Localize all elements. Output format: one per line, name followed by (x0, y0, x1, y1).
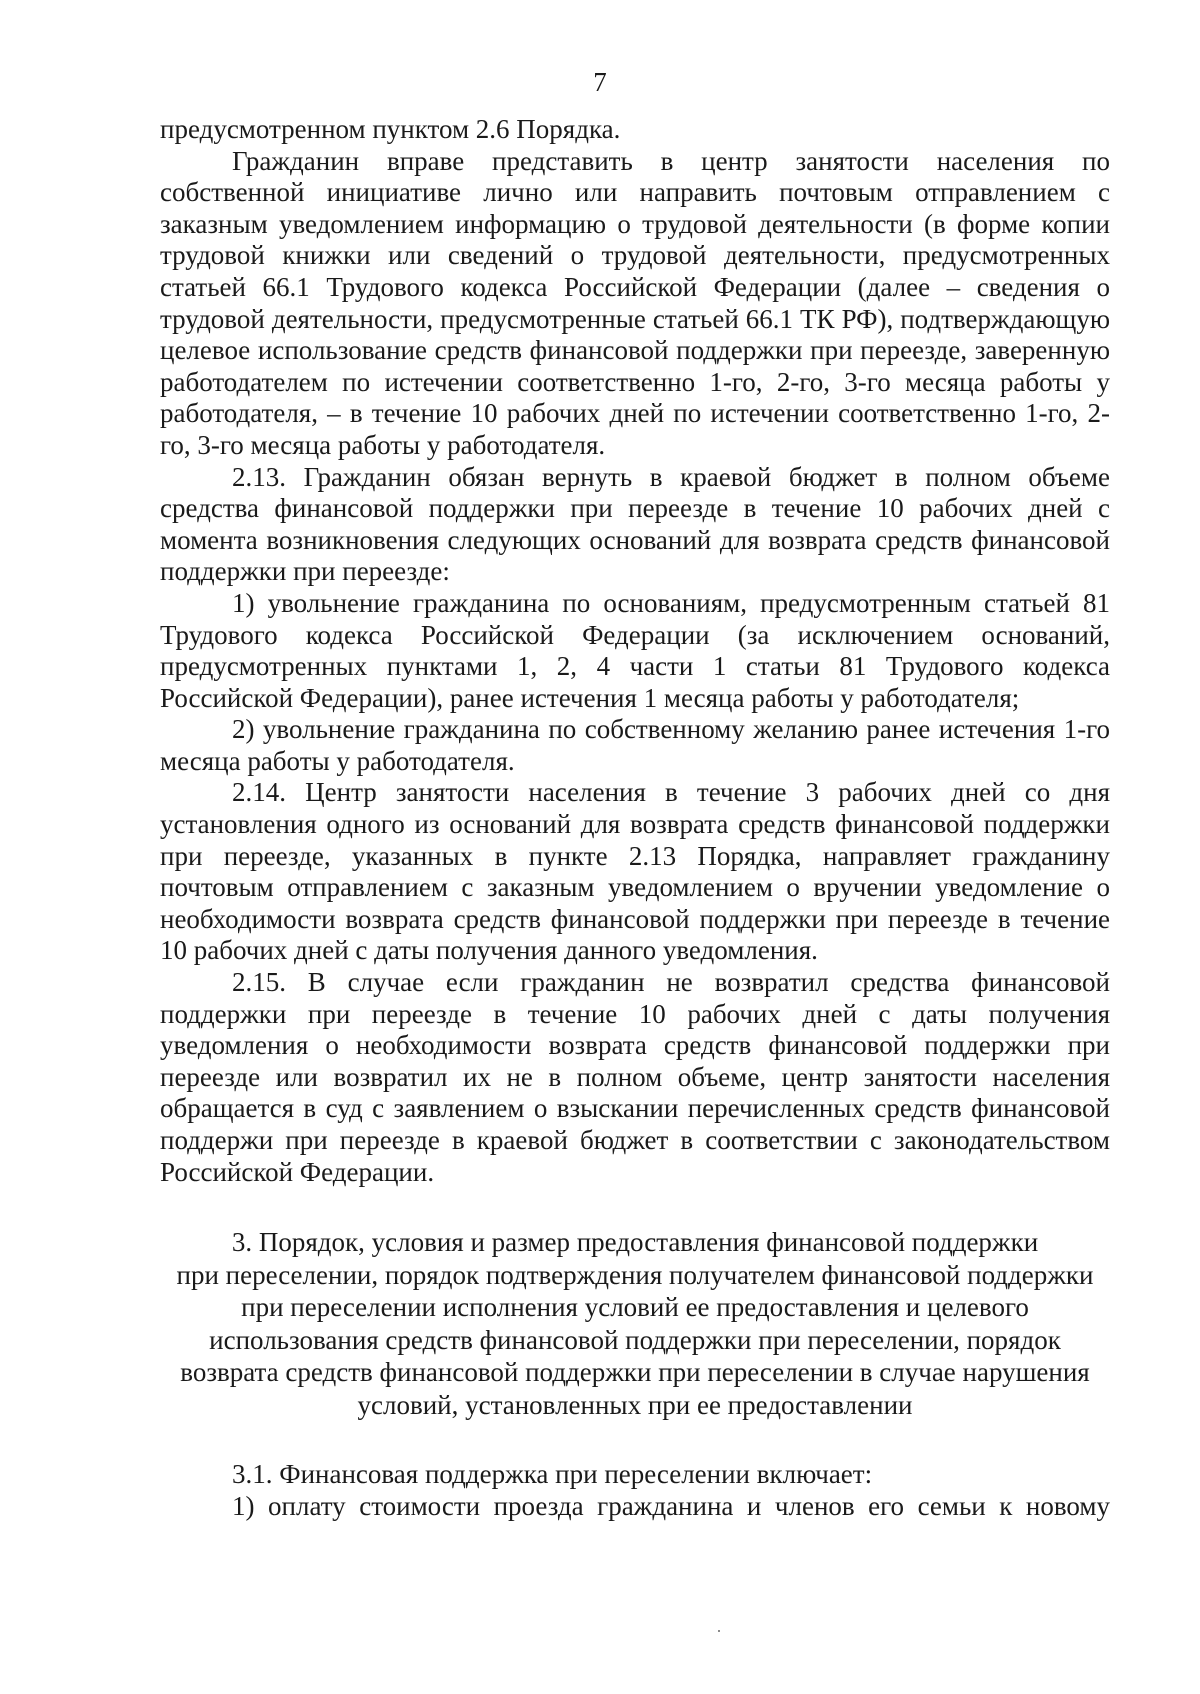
section-heading-line: использования средств финансовой поддержки при переселении, порядок (209, 1324, 1061, 1355)
section-heading-line: 3. Порядок, условия и размер предоставления финансовой поддержки (231, 1227, 1039, 1258)
section-heading-line: возврата средств финансовой поддержки при переселении в случае нарушения (180, 1357, 1090, 1388)
paragraph-continuation: предусмотренном пунктом 2.6 Порядка. (160, 114, 621, 144)
page-number: 7 (593, 67, 607, 97)
paragraph-2-15: 2.15. В случае если гражданин не возвратил средства финансовой поддержки при переезде в течение 10 рабочих дней с даты получения уведомления о необходимости возврата средств финансовой поддержки при переезде или возвратил их не в полном объеме, центр занятости населения обращается в суд с заявлением о взыскании перечисленных средств финансовой поддержи при переезде в краевой бюджет в соответствии с законодательством Российской Федерации. (160, 967, 1110, 1187)
list-item-2: 2) увольнение гражданина по собственному желанию ранее истечения 1-го месяца работы у работодателя. (160, 714, 1110, 776)
scan-speck (718, 1630, 720, 1632)
section-heading-line: условий, установленных при ее предоставлении (357, 1389, 913, 1420)
document-body (160, 114, 1110, 1522)
paragraph-3-1: 3.1. Финансовая поддержка при переселении включает: (232, 1459, 873, 1490)
list-item-1: 1) увольнение гражданина по основаниям, предусмотренным статьей 81 Трудового кодекса Российской Федерации (за исключением оснований, предусмотренных пунктами 1, 2, 4 части 1 статьи 81 Трудового кодекса Российской Федерации), ранее истечения 1 месяца работы у работодателя; (160, 587, 1110, 713)
paragraph-2-14: 2.14. Центр занятости населения в течение 3 рабочих дней со дня установления одного из оснований для возврата средств финансовой поддержки при переезде, указанных в пункте 2.13 Порядка, направляет гражданину почтовым отправлением с заказным уведомлением о вручении уведомление о необходимости возврата средств финансовой поддержки при переезде в течение 10 рабочих дней с даты получения данного уведомления. (160, 777, 1110, 966)
section-heading-line: при переселении, порядок подтверждения получателем финансовой поддержки (176, 1259, 1094, 1290)
section-heading-line: при переселении исполнения условий ее предоставления и целевого (241, 1292, 1029, 1323)
list-item-3-1-1: 1) оплату стоимости проезда гражданина и членов его семьи к новому (232, 1490, 1110, 1521)
section-3-heading (160, 1226, 1110, 1421)
paragraph-citizen-information: Гражданин вправе представить в центр занятости населения по собственной инициативе лично или направить почтовым отправлением с заказным уведомлением информацию о трудовой деятельности (в форме копии трудовой книжки или сведений о трудовой деятельности, предусмотренных статьей 66.1 Трудового кодекса Российской Федерации (далее – сведения о трудовой деятельности, предусмотренные статьей 66.1 ТК РФ), подтверждающую целевое использование средств финансовой поддержки при переезде, заверенную работодателем по истечении соответственно 1-го, 2-го, 3-го месяца работы у работодателя, – в течение 10 рабочих дней по истечении соответственно 1-го, 2-го, 3-го месяца работы у работодателя. (160, 145, 1110, 460)
paragraph-2-13: 2.13. Гражданин обязан вернуть в краевой бюджет в полном объеме средства финансовой поддержки при переезде в течение 10 рабочих дней с момента возникновения следующих оснований для возврата средств финансовой поддержки при переезде: (160, 461, 1110, 587)
